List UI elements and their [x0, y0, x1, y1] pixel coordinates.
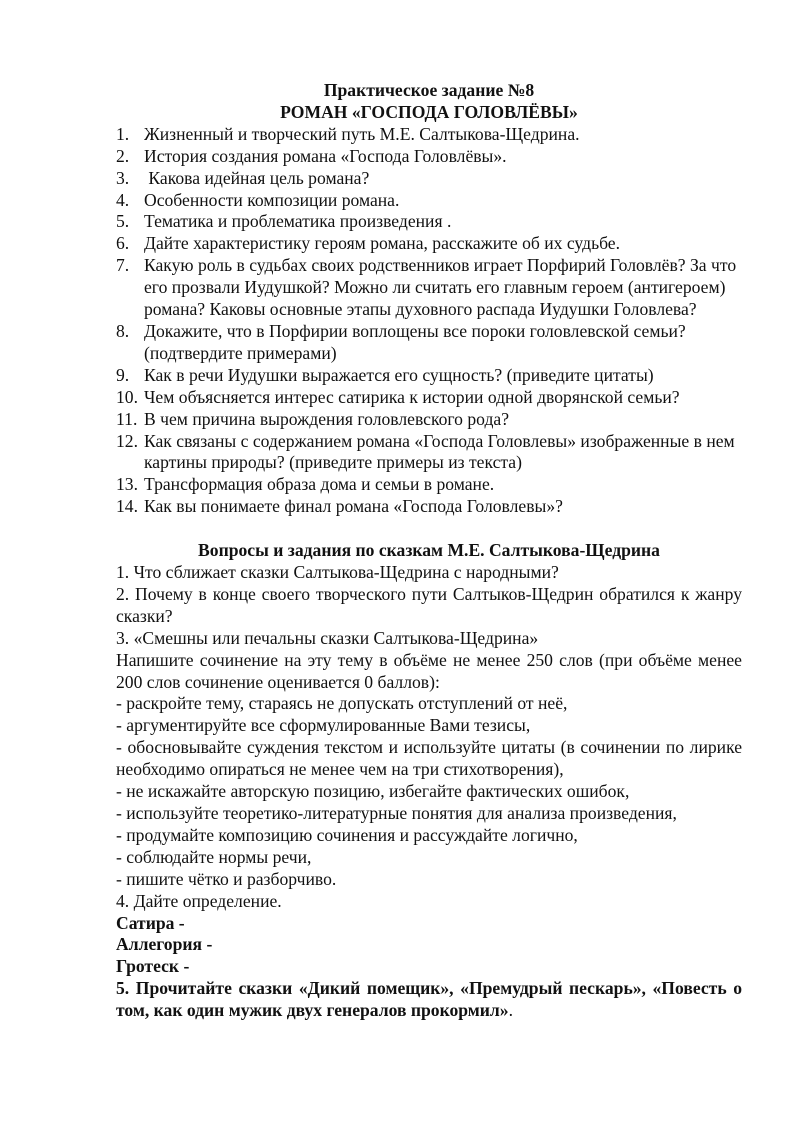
- item-number: 13.: [116, 474, 138, 495]
- item-text: Жизненный и творческий путь М.Е. Салтыкова-Щедрина.: [144, 123, 580, 144]
- item-text: Особенности композиции романа.: [144, 189, 400, 210]
- list-item: [116, 409, 742, 431]
- item-number: 8.: [116, 320, 130, 341]
- essay-rule: - пишите чётко и разборчиво.: [116, 868, 337, 889]
- item-text: Дайте характеристику героям романа, расскажите об их судьбе.: [144, 233, 621, 254]
- item-number: 7.: [116, 255, 130, 276]
- essay-rule: - аргументируйте все сформулированные Вами тезисы,: [116, 715, 531, 736]
- document-title: Практическое задание №8: [323, 80, 535, 100]
- term-allegory: Аллегория -: [116, 934, 213, 955]
- essay-rule: - обосновывайте суждения текстом и используйте цитаты (в сочинении по лирике необходимо опираться не менее чем на три стихотворения),: [116, 737, 742, 780]
- item-number: 10.: [116, 386, 138, 407]
- section-spacer: [116, 518, 742, 540]
- item-number: 12.: [116, 430, 138, 451]
- list-item: [116, 146, 742, 168]
- item-number: 4.: [116, 189, 130, 210]
- term-grotesque: Гротеск -: [116, 956, 190, 977]
- essay-rule: - используйте теоретико-литературные понятия для анализа произведения,: [116, 803, 677, 823]
- list-item: [116, 496, 742, 518]
- list-item: [116, 124, 742, 146]
- list-item: [116, 168, 742, 190]
- tales-heading: Вопросы и задания по сказкам М.Е. Салтыкова-Щедрина: [198, 540, 660, 561]
- tales-question-4: 4. Дайте определение.: [116, 890, 282, 911]
- essay-instructions: Напишите сочинение на эту тему в объёме не менее 250 слов (при объёме менее 200 слов сочинение оценивается 0 баллов):: [116, 649, 742, 692]
- document-page: [116, 80, 742, 1022]
- item-number: 2.: [116, 145, 130, 166]
- essay-rule: - соблюдайте нормы речи,: [116, 846, 312, 867]
- item-text: Как вы понимаете финал романа «Господа Головлевы»?: [144, 496, 563, 517]
- essay-rule: - продумайте композицию сочинения и рассуждайте логично,: [116, 824, 578, 845]
- list-item: [116, 474, 742, 496]
- tales-question-3: 3. «Смешны или печальны сказки Салтыкова-Щедрина»: [116, 627, 539, 648]
- essay-rule: - не искажайте авторскую позицию, избегайте фактических ошибок,: [116, 781, 630, 802]
- item-number: 3.: [116, 167, 130, 188]
- item-text: Трансформация образа дома и семьи в романе.: [144, 474, 495, 495]
- item-text: Тематика и проблематика произведения .: [144, 211, 452, 232]
- reading-assignment: 5. Прочитайте сказки «Дикий помещик», «Премудрый пескарь», «Повесть о том, как один мужик двух генералов прокормил»: [116, 978, 742, 1021]
- essay-rule: - раскройте тему, стараясь не допускать отступлений от неё,: [116, 693, 568, 714]
- item-number: 1.: [116, 123, 130, 144]
- item-text: Какую роль в судьбах своих родственников играет Порфирий Головлёв? За что его прозвали Иудушкой? Можно ли считать его главным героем (антигероем) романа? Каковы основные этапы духовного распада Иудушки Головлева?: [144, 255, 737, 320]
- item-number: 5.: [116, 211, 130, 232]
- novel-title: РОМАН «ГОСПОДА ГОЛОВЛЁВЫ»: [280, 101, 578, 122]
- item-number: 9.: [116, 364, 130, 385]
- item-text: Как в речи Иудушки выражается его сущность? (приведите цитаты): [144, 364, 654, 385]
- list-item: [116, 321, 742, 365]
- list-item: [116, 387, 742, 409]
- tales-question-5: [116, 978, 742, 1022]
- list-item: [116, 190, 742, 212]
- item-number: 14.: [116, 496, 138, 517]
- item-text: История создания романа «Господа Головлёвы».: [144, 145, 507, 166]
- item-text: Какова идейная цель романа?: [144, 167, 370, 188]
- item-text: В чем причина вырождения головлевского рода?: [144, 408, 510, 429]
- list-item: [116, 233, 742, 255]
- item-text: Как связаны с содержанием романа «Господа Головлевы» изображенные в нем картины природы? (приведите примеры из текста): [144, 430, 735, 473]
- list-item: [116, 365, 742, 387]
- term-satire: Сатира -: [116, 912, 185, 933]
- tales-question-2: 2. Почему в конце своего творческого пути Салтыков-Щедрин обратился к жанру сказки?: [116, 583, 742, 626]
- tales-question-1: 1. Что сближает сказки Салтыкова-Щедрина с народными?: [116, 562, 559, 583]
- item-number: 6.: [116, 233, 130, 254]
- item-text: Докажите, что в Порфирии воплощены все пороки головлевской семьи? (подтвердите примерами): [144, 320, 686, 363]
- list-item: [116, 211, 742, 233]
- item-number: 11.: [116, 408, 138, 429]
- list-item: [116, 255, 742, 321]
- novel-questions-list: [116, 124, 742, 518]
- list-item: [116, 431, 742, 475]
- item-text: Чем объясняется интерес сатирика к истории одной дворянской семьи?: [144, 386, 680, 407]
- reading-assignment-period: .: [508, 1000, 514, 1021]
